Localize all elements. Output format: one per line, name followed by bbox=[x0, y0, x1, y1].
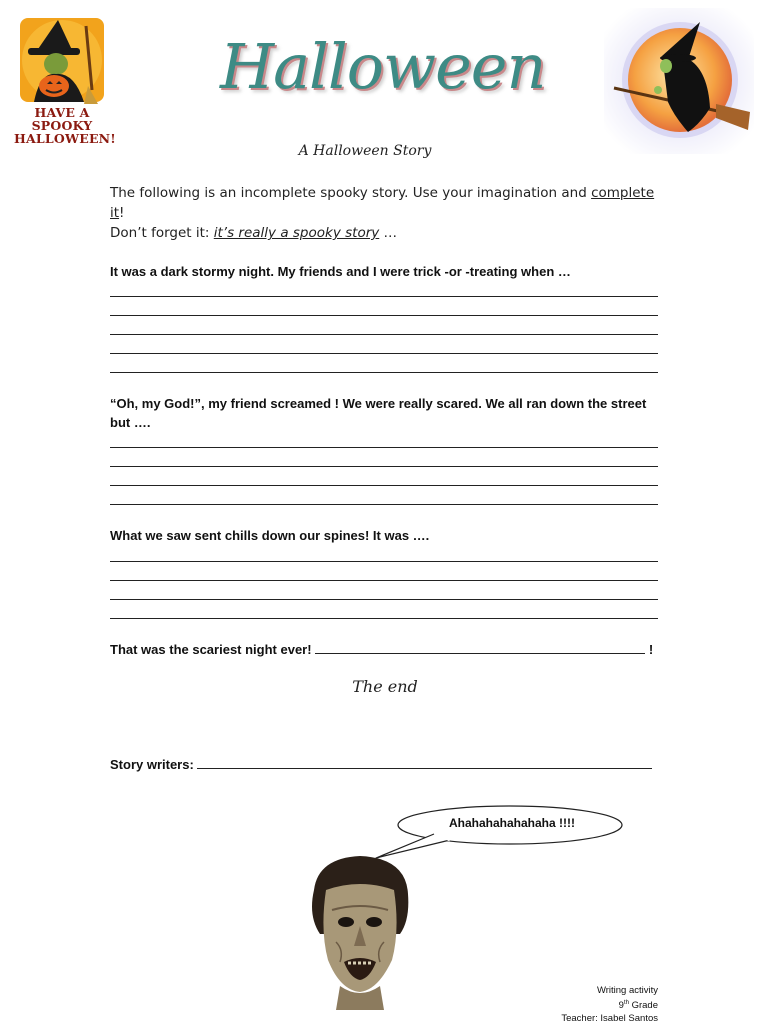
intro-line-1: The following is an incomplete spooky story. Use your imagination and complete it! bbox=[110, 185, 655, 221]
story-prompt-1: It was a dark stormy night. My friends and I were trick -or -treating when … bbox=[110, 264, 571, 279]
spooky-halloween-card bbox=[14, 14, 116, 154]
story-prompt-4: That was the scariest night ever! ! bbox=[110, 642, 654, 657]
writing-line[interactable] bbox=[110, 618, 658, 619]
witch-moon-illustration bbox=[604, 8, 754, 154]
horror-mask-illustration bbox=[296, 850, 424, 1010]
writing-line[interactable] bbox=[110, 504, 658, 505]
the-end-text: The end bbox=[352, 677, 418, 696]
footer-teacher: Teacher: Isabel Santos bbox=[561, 1013, 658, 1025]
card-caption: HAVE A SPOOKY HALLOWEEN! bbox=[14, 105, 116, 146]
writing-line[interactable] bbox=[110, 485, 658, 486]
story-writers-line[interactable] bbox=[197, 767, 652, 769]
ending-blank-line[interactable] bbox=[315, 652, 645, 654]
footer-grade: 9th Grade bbox=[618, 1000, 658, 1012]
writing-line[interactable] bbox=[110, 315, 658, 316]
writing-line[interactable] bbox=[110, 599, 658, 600]
writing-line[interactable] bbox=[110, 372, 658, 373]
story-writers-label: Story writers: bbox=[110, 757, 194, 772]
story-writers-row bbox=[110, 755, 670, 774]
footer-activity: Writing activity bbox=[596, 985, 658, 996]
page-title: Halloween bbox=[220, 30, 546, 103]
witch-on-broom-moon-icon bbox=[604, 8, 754, 154]
writing-line[interactable] bbox=[110, 466, 658, 467]
writing-line[interactable] bbox=[110, 296, 658, 297]
horror-mask-icon bbox=[296, 850, 424, 1010]
footer-info bbox=[520, 984, 658, 1025]
writing-line[interactable] bbox=[110, 353, 658, 354]
intro-text bbox=[110, 183, 670, 243]
writing-line[interactable] bbox=[110, 561, 658, 562]
witch-pumpkin-icon bbox=[14, 14, 110, 106]
speech-bubble-text: Ahahahahahahaha !!!! bbox=[448, 816, 575, 830]
writing-line[interactable] bbox=[110, 447, 658, 448]
intro-line-2: Don’t forget it: it’s really a spooky story … bbox=[110, 225, 398, 241]
story-prompt-2: “Oh, my God!”, my friend screamed ! We were really scared. We all ran down the street but …. bbox=[110, 396, 647, 430]
writing-line[interactable] bbox=[110, 334, 658, 335]
story-prompt-3: What we saw sent chills down our spines! It was …. bbox=[110, 528, 430, 543]
page-subtitle: A Halloween Story bbox=[298, 143, 432, 159]
writing-line[interactable] bbox=[110, 580, 658, 581]
